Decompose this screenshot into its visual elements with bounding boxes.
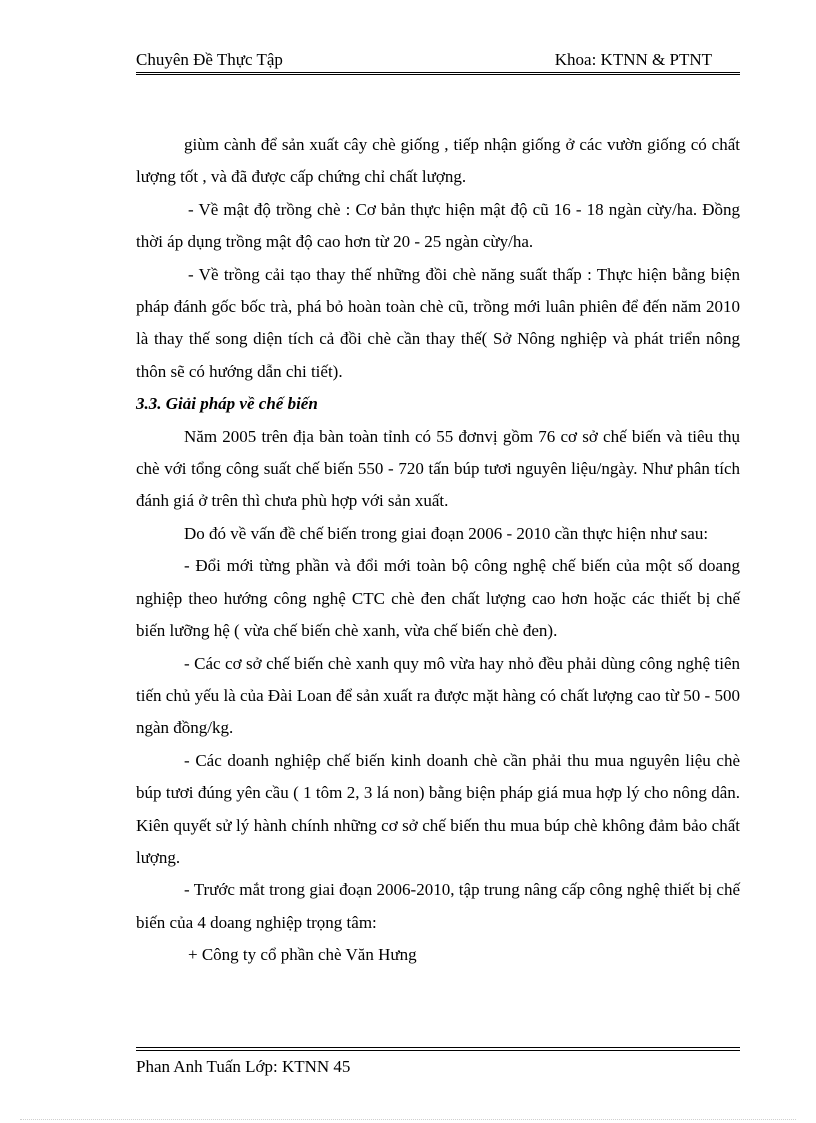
footer-rule [136,1050,740,1051]
header-faculty: Khoa: KTNN & PTNT [554,50,712,69]
header-rule [136,72,740,73]
header-title: Chuyên Đề Thực Tập [136,50,283,69]
paragraph: Năm 2005 trên địa bàn toàn tỉnh có 55 đơnvị gồm 76 cơ sở chế biến và tiêu thụ chè với tổng công suất chế biến 550 - 720 tấn búp tươi nguyên liệu/ngày. Như phân tích đánh giá ở trên thì chưa phù hợp với sản xuất. [136,426,740,511]
header-rule [136,74,740,75]
page-edge-divider [20,1119,796,1120]
footer-rule [136,1047,740,1048]
section-heading: 3.3. Giải pháp về chế biến [136,394,318,414]
body-text [136,129,740,972]
page-header [136,48,740,72]
paragraph: - Các doanh nghiệp chế biến kinh doanh chè cần phải thu mua nguyên liệu chè búp tươi đúng yên cầu ( 1 tôm 2, 3 lá non) bằng biện pháp giá mua hợp lý cho nông dân. Kiên quyết sử lý hành chính những cơ sở chế biến thu mua búp chè không đảm bảo chất lượng. [136,750,740,867]
paragraph: - Đổi mới từng phần và đổi mới toàn bộ công nghệ chế biến của một số doang nghiệp theo hướng công nghệ CTC chè đen chất lượng cao hơn hoặc các thiết bị chế biến lưỡng hệ ( vừa chế biến chè xanh, vừa chế biến chè đen). [136,556,740,641]
paragraph: - Trước mắt trong giai đoạn 2006-2010, tập trung nâng cấp công nghệ thiết bị chế biến của 4 doang nghiệp trọng tâm: [136,880,740,932]
page-footer: Phan Anh Tuấn Lớp: KTNN 45 [136,1057,351,1076]
paragraph: giùm cành để sản xuất cây chè giống , tiếp nhận giống ở các vườn giống có chất lượng tốt , và đã được cấp chứng chỉ chất lượng. [136,135,740,187]
paragraph: - Về trồng cải tạo thay thế những đồi chè năng suất thấp : Thực hiện bằng biện pháp đánh gốc bốc trà, phá bỏ hoàn toàn chè cũ, trồng mới luân phiên để đến năm 2010 là thay thế song diện tích cả đồi chè cần thay thế( Sở Nông nghiệp và phát triển nông thôn sẽ có hướng dẫn chi tiết). [136,264,740,381]
paragraph: - Về mật độ trồng chè : Cơ bản thực hiện mật độ cũ 16 - 18 ngàn cừy/ha. Đồng thời áp dụng trồng mật độ cao hơn từ 20 - 25 ngàn cừy/ha. [136,199,740,252]
paragraph: - Các cơ sở chế biến chè xanh quy mô vừa hay nhỏ đều phải dùng công nghệ tiên tiến chủ yếu là của Đài Loan để sản xuất ra được mặt hàng có chất lượng cao từ 50 - 500 ngàn đồng/kg. [136,653,740,738]
paragraph: Do đó về vấn đề chế biến trong giai đoạn 2006 - 2010 cần thực hiện như sau: [184,523,709,543]
list-item: + Công ty cổ phần chè Văn Hưng [188,945,417,965]
